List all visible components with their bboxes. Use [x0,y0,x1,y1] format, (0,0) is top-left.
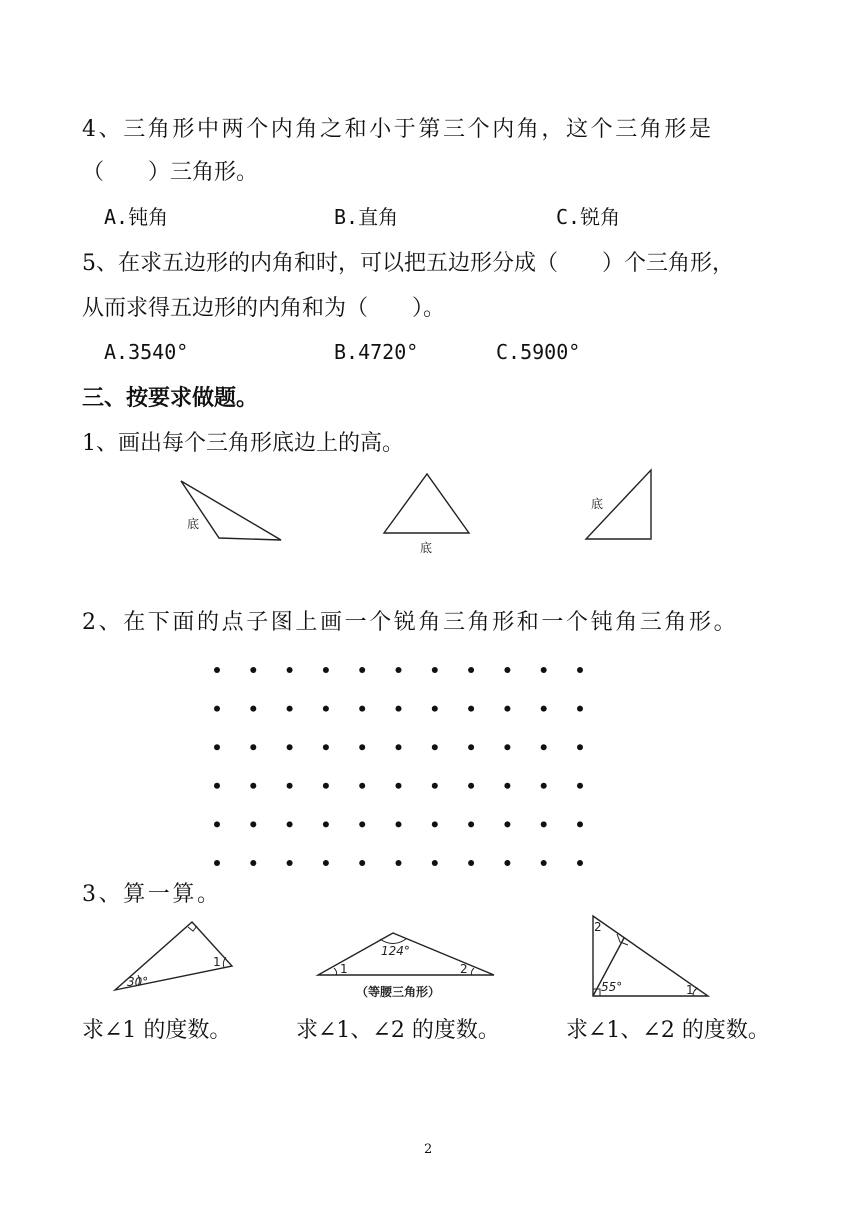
ask-angle1-angle2-b: 求∠1、∠2 的度数。 [566,1018,770,1043]
grid-dot[interactable] [287,706,293,712]
grid-dot[interactable] [287,860,293,866]
acute-triangle-figure [384,474,469,533]
grid-dot[interactable] [577,706,583,712]
grid-dot[interactable] [359,860,365,866]
grid-dot[interactable] [468,860,474,866]
grid-dot[interactable] [577,860,583,866]
q5-line2: 从而求得五边形的内角和为（ ）。 [82,296,446,321]
grid-dot[interactable] [577,821,583,827]
grid-dot[interactable] [468,667,474,673]
grid-dot[interactable] [250,667,256,673]
grid-dot[interactable] [323,783,329,789]
grid-dot[interactable] [214,860,220,866]
item3-text: 3、算一算。 [82,882,222,907]
grid-dot[interactable] [323,706,329,712]
grid-dot[interactable] [504,783,510,789]
angle-30-label: 30° [127,975,149,989]
grid-dot[interactable] [250,783,256,789]
grid-dot[interactable] [323,744,329,750]
grid-dot[interactable] [214,744,220,750]
grid-dot[interactable] [541,744,547,750]
grid-dot[interactable] [359,821,365,827]
grid-dot[interactable] [250,821,256,827]
grid-dot[interactable] [541,783,547,789]
dot-grid[interactable] [214,667,583,866]
grid-dot[interactable] [214,667,220,673]
grid-dot[interactable] [214,783,220,789]
grid-dot[interactable] [468,706,474,712]
page-number: 2 [424,1142,433,1157]
grid-dot[interactable] [577,744,583,750]
angle-124-label: 124° [381,944,410,958]
angle-55-label: 55° [601,980,623,994]
grid-dot[interactable] [214,821,220,827]
q4-option-c: C.锐角 [556,205,621,229]
angle-1-label-c: 1 [686,983,694,997]
angle-2-label-c: 2 [594,920,602,934]
grid-dot[interactable] [287,821,293,827]
q4-line2: （ ）三角形。 [82,160,259,185]
grid-dot[interactable] [541,860,547,866]
grid-dot[interactable] [250,744,256,750]
ask-angle1: 求∠1 的度数。 [82,1018,232,1043]
calc-figure-altitude-triangle [593,916,708,997]
grid-dot[interactable] [504,667,510,673]
grid-dot[interactable] [359,667,365,673]
base-label-1: 底 [187,517,200,531]
grid-dot[interactable] [541,706,547,712]
ask-angle1-angle2-a: 求∠1、∠2 的度数。 [296,1018,500,1043]
isosceles-caption: （等腰三角形） [356,985,441,999]
grid-dot[interactable] [504,706,510,712]
base-label-3: 底 [591,497,604,511]
grid-dot[interactable] [287,744,293,750]
q5-option-b: B.4720° [334,340,419,364]
base-label-2: 底 [420,541,433,555]
grid-dot[interactable] [577,783,583,789]
calc-figure-right-triangle [115,922,232,990]
angle-1-label-a: 1 [213,955,221,969]
q4-option-b: B.直角 [334,205,399,229]
grid-dot[interactable] [432,783,438,789]
grid-dot[interactable] [323,667,329,673]
obtuse-triangle-figure [181,481,281,540]
grid-dot[interactable] [359,706,365,712]
grid-dot[interactable] [432,821,438,827]
grid-dot[interactable] [468,783,474,789]
grid-dot[interactable] [504,744,510,750]
section-heading: 三、按要求做题。 [82,386,259,411]
q5-option-a: A.3540° [104,340,189,364]
grid-dot[interactable] [250,860,256,866]
grid-dot[interactable] [323,860,329,866]
grid-dot[interactable] [214,706,220,712]
grid-dot[interactable] [287,667,293,673]
grid-dot[interactable] [396,783,402,789]
grid-dot[interactable] [359,783,365,789]
grid-dot[interactable] [468,744,474,750]
calc-figure-isosceles-triangle [318,933,494,999]
grid-dot[interactable] [396,821,402,827]
q4-line1: 4、三角形中两个内角之和小于第三个内角，这个三角形是 [82,117,714,142]
grid-dot[interactable] [504,821,510,827]
q5-line1: 5、在求五边形的内角和时，可以把五边形分成（ ）个三角形， [82,251,734,276]
q4-option-a: A.钝角 [104,205,169,229]
grid-dot[interactable] [541,821,547,827]
angle-2-label-b: 2 [460,962,468,976]
grid-dot[interactable] [396,706,402,712]
grid-dot[interactable] [468,821,474,827]
grid-dot[interactable] [396,667,402,673]
angle-1-label-b: 1 [340,962,348,976]
item1-text: 1、画出每个三角形底边上的高。 [82,431,404,456]
grid-dot[interactable] [396,744,402,750]
q5-option-c: C.5900° [496,340,581,364]
grid-dot[interactable] [432,860,438,866]
grid-dot[interactable] [287,783,293,789]
grid-dot[interactable] [432,667,438,673]
grid-dot[interactable] [250,706,256,712]
grid-dot[interactable] [396,860,402,866]
grid-dot[interactable] [541,667,547,673]
item2-text: 2、在下面的点子图上画一个锐角三角形和一个钝角三角形。 [82,610,739,635]
grid-dot[interactable] [504,860,510,866]
grid-dot[interactable] [577,667,583,673]
grid-dot[interactable] [323,821,329,827]
grid-dot[interactable] [359,744,365,750]
grid-dot[interactable] [432,706,438,712]
grid-dot[interactable] [432,744,438,750]
